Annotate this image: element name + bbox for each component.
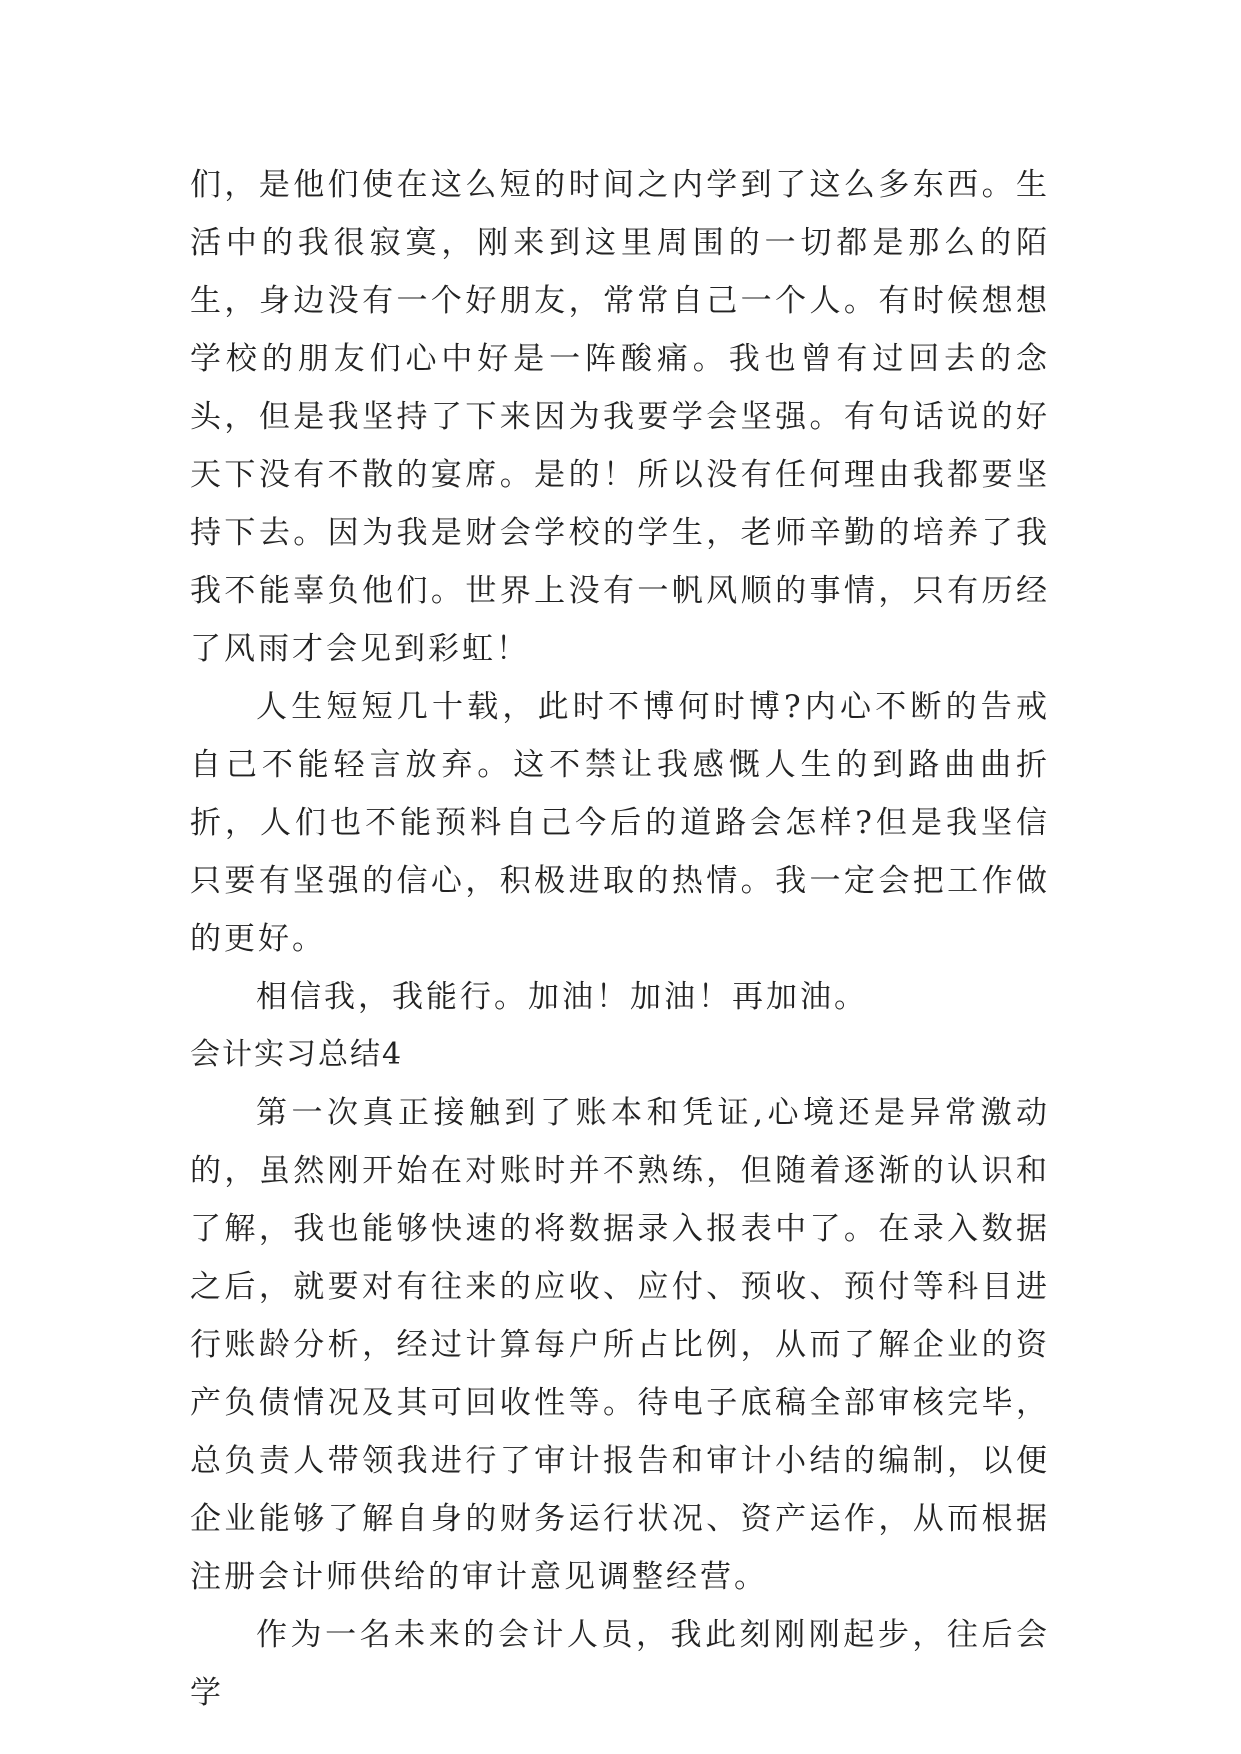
section-heading: 会计实习总结4 xyxy=(190,1037,404,1072)
paragraph-continued: 们，是他们使在这么短的时间之内学到了这么多东西。生活中的我很寂寞，刚来到这里周围的一切都是那么的陌生，身边没有一个好朋友，常常自己一个人。有时候想想学校的朋友们心中好是一阵酸痛。我也曾有过回去的念头，但是我坚持了下来因为我要学会坚强。有句话说的好天下没有不散的宴席。是的！所以没有任何理由我都要坚持下去。因为我是财会学校的学生，老师辛勤的培养了我我不能辜负他们。世界上没有一帆风顺的事情，只有历经了风雨才会见到彩虹！ xyxy=(190,167,1050,667)
paragraph-future: 作为一名未来的会计人员，我此刻刚刚起步，往后会学 xyxy=(190,1617,1050,1711)
paragraph-first-contact: 第一次真正接触到了账本和凭证,心境还是异常激动的，虽然刚开始在对账时并不熟练，但随着逐渐的认识和了解，我也能够快速的将数据录入报表中了。在录入数据之后，就要对有往来的应收、应付、预收、预付等科目进行账龄分析，经过计算每户所占比例，从而了解企业的资产负债情况及其可回收性等。待电子底稿全部审核完毕，总负责人带领我进行了审计报告和审计小结的编制，以便企业能够了解自身的财务运行状况、资产运作，从而根据注册会计师供给的审计意见调整经营。 xyxy=(190,1095,1050,1595)
paragraph-believe: 相信我，我能行。加油！加油！再加油。 xyxy=(256,979,868,1015)
document-body xyxy=(190,156,1050,1722)
paragraph-life: 人生短短几十载，此时不博何时博?内心不断的告戒自己不能轻言放弃。这不禁让我感慨人生的到路曲曲折折，人们也不能预料自己今后的道路会怎样?但是我坚信只要有坚强的信心，积极进取的热情。我一定会把工作做的更好。 xyxy=(190,689,1050,957)
